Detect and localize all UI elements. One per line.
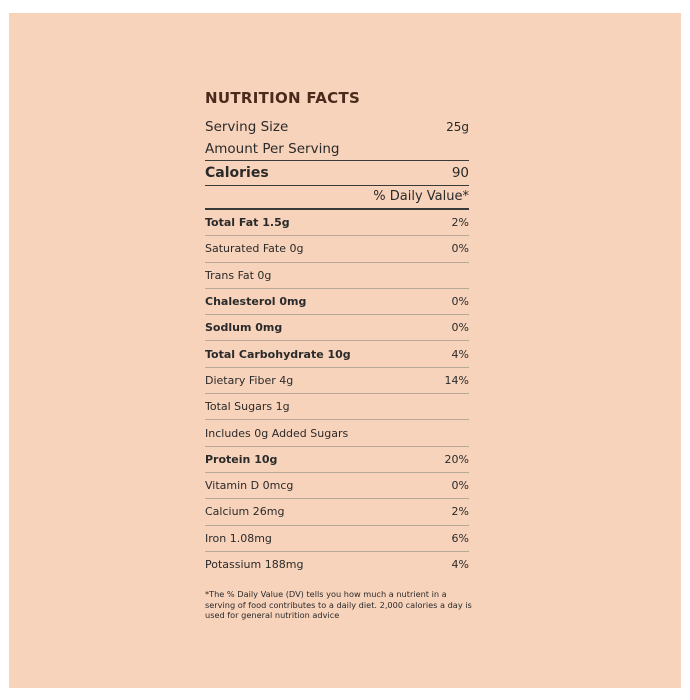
nutrient-name: Sodlum 0mg [205, 321, 283, 335]
nutrient-row [205, 552, 469, 577]
amount-per-serving-label: Amount Per Serving [205, 141, 340, 157]
daily-value-header [205, 186, 469, 210]
nutrient-daily-value: 0% [451, 295, 469, 309]
nutrient-row [205, 315, 469, 341]
serving-size-value: 25g [446, 120, 469, 134]
nutrient-row [205, 526, 469, 552]
daily-value-footnote: *The % Daily Value (DV) tells you how much a nutrient in a serving of food contributes to a daily diet. 2,000 calories a day is used for general nutrition advice [205, 589, 472, 621]
nutrient-name: Iron 1.08mg [205, 531, 272, 545]
nutrient-row [205, 394, 469, 420]
nutrient-daily-value: 0% [451, 479, 469, 493]
nutrient-row [205, 420, 469, 446]
calories-row [205, 160, 469, 186]
nutrient-daily-value: 4% [451, 347, 469, 361]
nutrient-daily-value: 14% [444, 373, 469, 387]
nutrient-name: Potassium 188mg [205, 558, 304, 571]
nutrient-row [205, 368, 469, 394]
nutrient-row [205, 236, 469, 262]
nutrient-name: Total Sugars 1g [205, 400, 290, 414]
nutrient-name: Total Carbohydrate 10g [205, 347, 351, 361]
nutrient-row [205, 210, 469, 236]
nutrient-row [205, 289, 469, 315]
nutrient-name: Calcium 26mg [205, 505, 285, 519]
nutrient-row [205, 447, 469, 473]
nutrient-name: Trans Fat 0g [205, 268, 272, 282]
nutrient-daily-value: 4% [451, 558, 469, 571]
nutrient-name: Dietary Fiber 4g [205, 373, 294, 387]
calories-value: 90 [451, 165, 469, 181]
nutrient-name: Chalesterol 0mg [205, 295, 307, 309]
serving-size-row [205, 117, 469, 138]
nutrient-list [205, 210, 469, 577]
nutrient-daily-value: 0% [451, 242, 469, 256]
calories-label: Calories [205, 165, 269, 181]
label-title: NUTRITION FACTS [205, 89, 361, 107]
nutrient-row [205, 499, 469, 525]
nutrient-name: Protein 10g [205, 452, 278, 466]
nutrition-facts-label [205, 87, 472, 621]
daily-value-header-label: % Daily Value* [373, 189, 469, 204]
serving-size-label: Serving Size [205, 119, 289, 135]
nutrient-daily-value: 20% [444, 452, 469, 466]
nutrient-daily-value: 6% [451, 531, 469, 545]
amount-per-serving [205, 138, 469, 160]
nutrient-name: Total Fat 1.5g [205, 216, 290, 230]
nutrient-daily-value: 2% [451, 216, 469, 230]
nutrient-daily-value: 0% [451, 321, 469, 335]
nutrient-name: Includes 0g Added Sugars [205, 426, 349, 440]
nutrient-name: Vitamin D 0mcg [205, 479, 294, 493]
nutrient-row [205, 473, 469, 499]
nutrient-row [205, 263, 469, 289]
nutrient-daily-value: 2% [451, 505, 469, 519]
nutrient-row [205, 341, 469, 367]
nutrient-name: Saturated Fate 0g [205, 242, 304, 256]
